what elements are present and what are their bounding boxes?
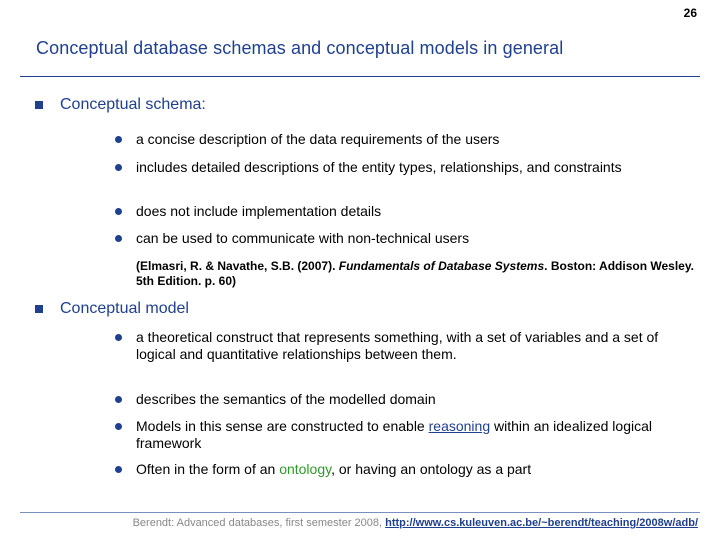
square-bullet-icon — [35, 305, 43, 313]
section-heading-label: Conceptual model — [60, 300, 189, 317]
round-bullet-icon — [115, 235, 122, 242]
list-item — [136, 418, 676, 452]
list-item-text: a theoretical construct that represents something, with a set of variables and a set of logical and quantitative relationships between them. — [136, 329, 659, 362]
list-item — [136, 131, 676, 148]
slide-number: 26 — [683, 6, 697, 20]
round-bullet-icon — [115, 423, 122, 430]
citation-book-title: Fundamentals of Database Systems — [338, 259, 545, 273]
list-item — [136, 159, 676, 176]
ontology-highlight: ontology — [279, 461, 332, 477]
title-divider — [20, 76, 700, 77]
list-item-text: a concise description of the data requirements of the users — [136, 131, 500, 147]
footer-url-link[interactable]: http://www.cs.kuleuven.ac.be/~berendt/teaching/2008w/adb/ — [385, 517, 698, 529]
list-item — [136, 461, 676, 478]
list-item-text-suffix: within an idealized logical framework — [136, 418, 652, 451]
round-bullet-icon — [115, 164, 122, 171]
list-item-text-prefix: Models in this sense are constructed to enable — [136, 418, 429, 434]
round-bullet-icon — [115, 136, 122, 143]
list-item-text: describes the semantics of the modelled domain — [136, 391, 436, 407]
list-item — [136, 391, 676, 408]
section-heading-label: Conceptual schema: — [60, 96, 206, 113]
reasoning-link[interactable]: reasoning — [428, 418, 491, 434]
footer-text: Berendt: Advanced databases, first semester 2008, — [132, 517, 386, 529]
list-item — [136, 230, 676, 247]
round-bullet-icon — [115, 208, 122, 215]
list-item — [136, 329, 676, 363]
list-item-text — [136, 418, 652, 451]
round-bullet-icon — [115, 334, 122, 341]
round-bullet-icon — [115, 396, 122, 403]
list-item — [136, 203, 676, 220]
round-bullet-icon — [115, 466, 122, 473]
list-item-text-suffix: , or having an ontology as a part — [331, 461, 532, 477]
list-item-text: does not include implementation details — [136, 203, 382, 219]
citation — [136, 259, 696, 289]
footer — [133, 517, 698, 529]
citation-prefix: (Elmasri, R. & Navathe, S.B. (2007). — [136, 259, 339, 273]
section-heading-conceptual-schema — [60, 96, 206, 114]
list-item-text: includes detailed descriptions of the entity types, relationships, and constraints — [136, 159, 622, 175]
footer-divider — [20, 512, 700, 513]
section-heading-conceptual-model — [60, 300, 189, 318]
list-item-text-prefix: Often in the form of an — [136, 461, 280, 477]
citation-suffix: . Boston: Addison Wesley. 5th Edition. p. 60) — [136, 259, 694, 288]
slide-title: Conceptual database schemas and conceptual models in general — [36, 38, 564, 58]
list-item-text: can be used to communicate with non-technical users — [136, 230, 470, 246]
list-item-text — [136, 461, 531, 477]
square-bullet-icon — [35, 101, 43, 109]
